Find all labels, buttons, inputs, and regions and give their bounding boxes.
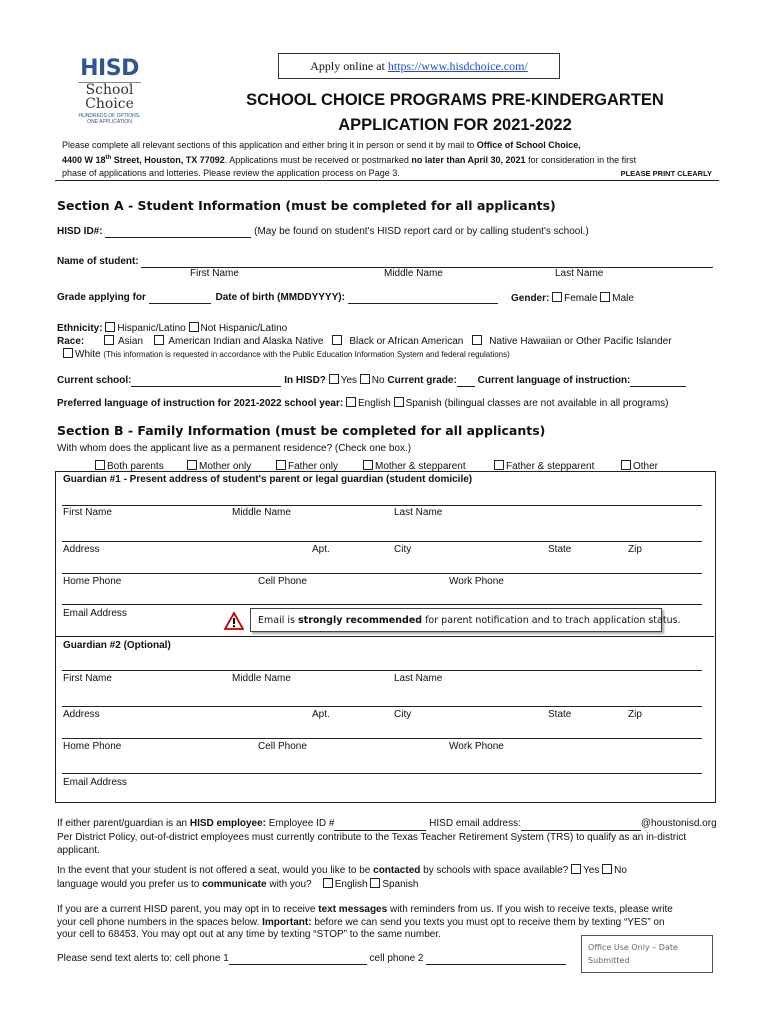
intro-paragraph bbox=[62, 139, 722, 180]
logo-school: School bbox=[85, 82, 134, 98]
g2-email[interactable]: Email Address bbox=[63, 777, 127, 788]
texts-text-2: with reminders from us. If you wish to receive texts, please write bbox=[387, 904, 673, 915]
texts-text: If you are a current HISD parent, you may opt in to receive bbox=[57, 904, 319, 915]
logo-tagline-1: HUNDREDS OF OPTIONS. bbox=[78, 113, 141, 119]
intro-deadline: no later than April 30, 2021 bbox=[411, 155, 526, 165]
grade-label: Grade applying for bbox=[57, 292, 146, 303]
employee-paragraph bbox=[57, 817, 727, 857]
employee-text: If either parent/guardian is an bbox=[57, 818, 190, 829]
email-note-strong: strongly recommended bbox=[298, 615, 423, 626]
hispanic-checkbox[interactable] bbox=[105, 322, 115, 332]
cell-phone-1-field[interactable] bbox=[229, 953, 367, 965]
ethnicity-label: Ethnicity: bbox=[57, 323, 103, 334]
apply-online-link[interactable]: https://www.hisdchoice.com/ bbox=[387, 59, 528, 73]
office-use-box bbox=[581, 935, 713, 973]
hisd-id-field[interactable] bbox=[105, 226, 251, 238]
current-grade-label: Current grade: bbox=[387, 375, 457, 386]
g1-first-name[interactable]: First Name bbox=[63, 507, 112, 518]
residence-opt-label: Father only bbox=[288, 461, 339, 472]
g1-state[interactable]: State bbox=[548, 544, 572, 555]
asian-label: Asian bbox=[118, 336, 144, 347]
g1-cell-phone[interactable]: Cell Phone bbox=[258, 576, 307, 587]
employee-email-domain: @houstonisd.org bbox=[640, 818, 717, 829]
contact-strong-2: communicate bbox=[202, 879, 267, 890]
dob-field[interactable] bbox=[348, 292, 498, 304]
g1-work-phone[interactable]: Work Phone bbox=[449, 576, 504, 587]
comm-spanish-checkbox[interactable] bbox=[370, 878, 380, 888]
email-note-text: Email is bbox=[258, 615, 298, 626]
ethnicity-row bbox=[57, 322, 287, 334]
office-use-label: Office Use Only – Date bbox=[588, 943, 678, 952]
intro-text-2: . Applications must be received or postmarked bbox=[224, 155, 412, 165]
contact-no-label: No bbox=[614, 865, 627, 876]
g2-home-phone[interactable]: Home Phone bbox=[63, 741, 122, 752]
preferred-language-row bbox=[57, 397, 669, 409]
page-title bbox=[190, 88, 720, 138]
contact-yes-checkbox[interactable] bbox=[571, 864, 581, 874]
warning-icon bbox=[224, 612, 244, 630]
g2-zip[interactable]: Zip bbox=[628, 709, 642, 720]
guardian-2-title: Guardian #2 (Optional) bbox=[63, 640, 171, 651]
white-label: White bbox=[75, 349, 101, 360]
dob-label: Date of birth (MMDDYYYY): bbox=[215, 292, 345, 303]
in-hisd-yes-label: Yes bbox=[340, 375, 358, 386]
section-a-heading: Section A - Student Information (must be completed for all applicants) bbox=[57, 198, 556, 213]
employee-id-field[interactable] bbox=[334, 817, 426, 831]
cell-phone-1-label: Please send text alerts to: cell phone 1 bbox=[57, 953, 229, 964]
employee-label: HISD employee: bbox=[189, 818, 267, 829]
texts-text-5: your cell to 68453. You may opt out at any time by texting “STOP” to the same number. bbox=[57, 929, 441, 940]
current-school-field[interactable] bbox=[131, 375, 281, 387]
black-checkbox[interactable] bbox=[332, 335, 342, 345]
g2-middle-name[interactable]: Middle Name bbox=[232, 673, 291, 684]
hisd-id-note: (May be found on student's HISD report card or by calling student's school.) bbox=[254, 226, 589, 237]
female-label: Female bbox=[564, 293, 598, 304]
g1-middle-name[interactable]: Middle Name bbox=[232, 507, 291, 518]
race-row bbox=[57, 335, 672, 347]
in-hisd-no-label: No bbox=[371, 375, 385, 386]
contact-strong: contacted bbox=[373, 865, 421, 876]
residence-opt-label: Father & stepparent bbox=[506, 461, 595, 472]
employee-email-label: HISD email address: bbox=[426, 818, 521, 829]
logo-choice: Choice bbox=[85, 96, 134, 112]
grade-field[interactable] bbox=[149, 292, 211, 304]
pref-spanish-checkbox[interactable] bbox=[394, 397, 404, 407]
cell-phone-2-field[interactable] bbox=[426, 953, 566, 965]
g1-last-name[interactable]: Last Name bbox=[394, 507, 443, 518]
gender-label: Gender: bbox=[511, 293, 550, 304]
asian-checkbox[interactable] bbox=[104, 335, 114, 345]
text-alert-phones bbox=[57, 953, 566, 965]
comm-english-label: English bbox=[334, 879, 368, 890]
hawaiian-label: Native Hawaiian or Other Pacific Islander bbox=[489, 336, 672, 347]
pref-english-label: English bbox=[357, 398, 391, 409]
g2-address[interactable]: Address bbox=[63, 709, 100, 720]
g1-zip[interactable]: Zip bbox=[628, 544, 642, 555]
g1-home-phone[interactable]: Home Phone bbox=[63, 576, 122, 587]
black-label: Black or African American bbox=[349, 336, 464, 347]
male-label: Male bbox=[612, 293, 634, 304]
employee-id-label: Employee ID # bbox=[266, 818, 335, 829]
logo-hisd: HISD bbox=[80, 56, 139, 81]
hisd-logo bbox=[72, 56, 147, 125]
title-line-2: APPLICATION FOR 2021-2022 bbox=[338, 116, 572, 134]
guardian-1-title: Guardian #1 - Present address of student's parent or legal guardian (student domicile) bbox=[63, 474, 473, 485]
cell-phone-2-label: cell phone 2 bbox=[366, 953, 427, 964]
white-row bbox=[63, 348, 510, 360]
section-b-heading: Section B - Family Information (must be completed for all applicants) bbox=[57, 423, 546, 438]
apply-online-text: Apply online at bbox=[310, 59, 388, 73]
contact-yes-label: Yes bbox=[583, 865, 600, 876]
student-name-label: Name of student: bbox=[57, 256, 139, 267]
intro-office: Office of School Choice, bbox=[476, 140, 581, 150]
gender-row bbox=[511, 292, 634, 304]
current-grade-field[interactable] bbox=[457, 375, 475, 387]
not-hispanic-checkbox[interactable] bbox=[189, 322, 199, 332]
hisd-id-row bbox=[57, 226, 589, 238]
in-hisd-yes-checkbox[interactable] bbox=[329, 374, 339, 384]
contact-text-3: language would you prefer us to bbox=[57, 879, 203, 890]
employee-email-field[interactable] bbox=[521, 817, 641, 831]
race-label: Race: bbox=[57, 336, 85, 347]
comm-spanish-label: Spanish bbox=[382, 879, 419, 890]
g2-last-name[interactable]: Last Name bbox=[394, 673, 443, 684]
g1-email[interactable]: Email Address bbox=[63, 608, 127, 619]
employee-policy-2: applicant. bbox=[57, 845, 100, 856]
residence-opt-label: Both parents bbox=[107, 461, 164, 472]
pref-spanish-label: Spanish (bilingual classes are not available in all programs) bbox=[405, 398, 669, 409]
title-line-1: SCHOOL CHOICE PROGRAMS PRE-KINDERGARTEN bbox=[246, 91, 664, 109]
texts-text-3: your cell phone numbers in the spaces below. bbox=[57, 916, 263, 928]
intro-text-4: phase of applications and lotteries. Please review the application process on Page 3. bbox=[62, 168, 400, 178]
intro-text: Please complete all relevant sections of this application and either bring it in person or send it by mail to bbox=[62, 140, 477, 150]
g2-first-name[interactable]: First Name bbox=[63, 673, 112, 684]
middle-name-caption: Middle Name bbox=[384, 268, 443, 279]
email-note-box bbox=[250, 608, 681, 632]
white-checkbox[interactable] bbox=[63, 348, 73, 358]
g1-address[interactable]: Address bbox=[63, 544, 100, 555]
hawaiian-checkbox[interactable] bbox=[472, 335, 482, 345]
student-name-row bbox=[57, 256, 717, 268]
in-hisd-no-checkbox[interactable] bbox=[360, 374, 370, 384]
intro-city: Street, Houston, TX 77092 bbox=[111, 155, 225, 165]
texts-strong: text messages bbox=[318, 904, 388, 915]
hispanic-label: Hispanic/Latino bbox=[117, 323, 186, 334]
g2-work-phone[interactable]: Work Phone bbox=[449, 741, 504, 752]
intro-text-3: for consideration in the first bbox=[525, 155, 637, 165]
male-checkbox[interactable] bbox=[600, 292, 610, 302]
residence-opt-label: Mother only bbox=[199, 461, 252, 472]
residence-opt-label: Mother & stepparent bbox=[375, 461, 466, 472]
g2-apt[interactable]: Apt. bbox=[312, 709, 330, 720]
white-note: (This information is requested in accordance with the Public Education Information System and federal regulations) bbox=[103, 350, 510, 359]
not-hispanic-label: Not Hispanic/Latino bbox=[200, 323, 288, 334]
last-name-caption: Last Name bbox=[555, 268, 604, 279]
current-school-label: Current school: bbox=[57, 375, 132, 386]
student-name-field[interactable] bbox=[141, 256, 713, 268]
in-hisd-label: In HISD? bbox=[284, 375, 326, 386]
current-language-label: Current language of instruction: bbox=[477, 375, 631, 386]
g2-state[interactable]: State bbox=[548, 709, 572, 720]
pref-english-checkbox[interactable] bbox=[346, 397, 356, 407]
residence-question: With whom does the applicant live as a permanent residence? (Check one box.) bbox=[57, 443, 412, 454]
preferred-language-label: Preferred language of instruction for 2021-2022 school year: bbox=[57, 398, 344, 409]
female-checkbox[interactable] bbox=[552, 292, 562, 302]
native-checkbox[interactable] bbox=[154, 335, 164, 345]
print-clearly: PLEASE PRINT CLEARLY bbox=[620, 169, 712, 178]
office-use-submitted: Submitted bbox=[588, 956, 630, 965]
employee-policy: Per District Policy, out-of-district employees must currently contribute to the Texas Teacher Retirement System (TRS) to qualify as an in-district bbox=[57, 832, 687, 843]
residence-opt-label: Other bbox=[633, 461, 659, 472]
contact-text-2: by schools with space available? bbox=[420, 865, 569, 876]
g1-city[interactable]: City bbox=[394, 544, 412, 555]
hisd-id-label: HISD ID#: bbox=[57, 226, 103, 237]
g2-cell-phone[interactable]: Cell Phone bbox=[258, 741, 307, 752]
grade-dob-row bbox=[57, 292, 498, 304]
intro-sup: th bbox=[105, 155, 112, 161]
logo-tagline-2: ONE APPLICATION bbox=[87, 119, 132, 125]
g1-apt[interactable]: Apt. bbox=[312, 544, 330, 555]
current-language-field[interactable] bbox=[630, 375, 686, 387]
contact-paragraph bbox=[57, 864, 727, 892]
contact-text-4: with you? bbox=[266, 879, 312, 890]
first-name-caption: First Name bbox=[190, 268, 239, 279]
comm-english-checkbox[interactable] bbox=[323, 878, 333, 888]
apply-online-box bbox=[278, 53, 560, 79]
email-note-text-2: for parent notification and to trach application status. bbox=[422, 615, 681, 626]
texts-text-4: before we can send you texts you must opt to receive them by texting “YES” on bbox=[311, 916, 665, 928]
g2-city[interactable]: City bbox=[394, 709, 412, 720]
contact-no-checkbox[interactable] bbox=[602, 864, 612, 874]
texts-important: Important: bbox=[262, 916, 312, 928]
guardian-box bbox=[55, 471, 716, 803]
current-school-row bbox=[57, 374, 686, 387]
native-label: American Indian and Alaska Native bbox=[168, 336, 324, 347]
intro-street: 4400 W 18 bbox=[62, 155, 106, 165]
contact-text: In the event that your student is not offered a seat, would you like to be bbox=[57, 865, 374, 876]
